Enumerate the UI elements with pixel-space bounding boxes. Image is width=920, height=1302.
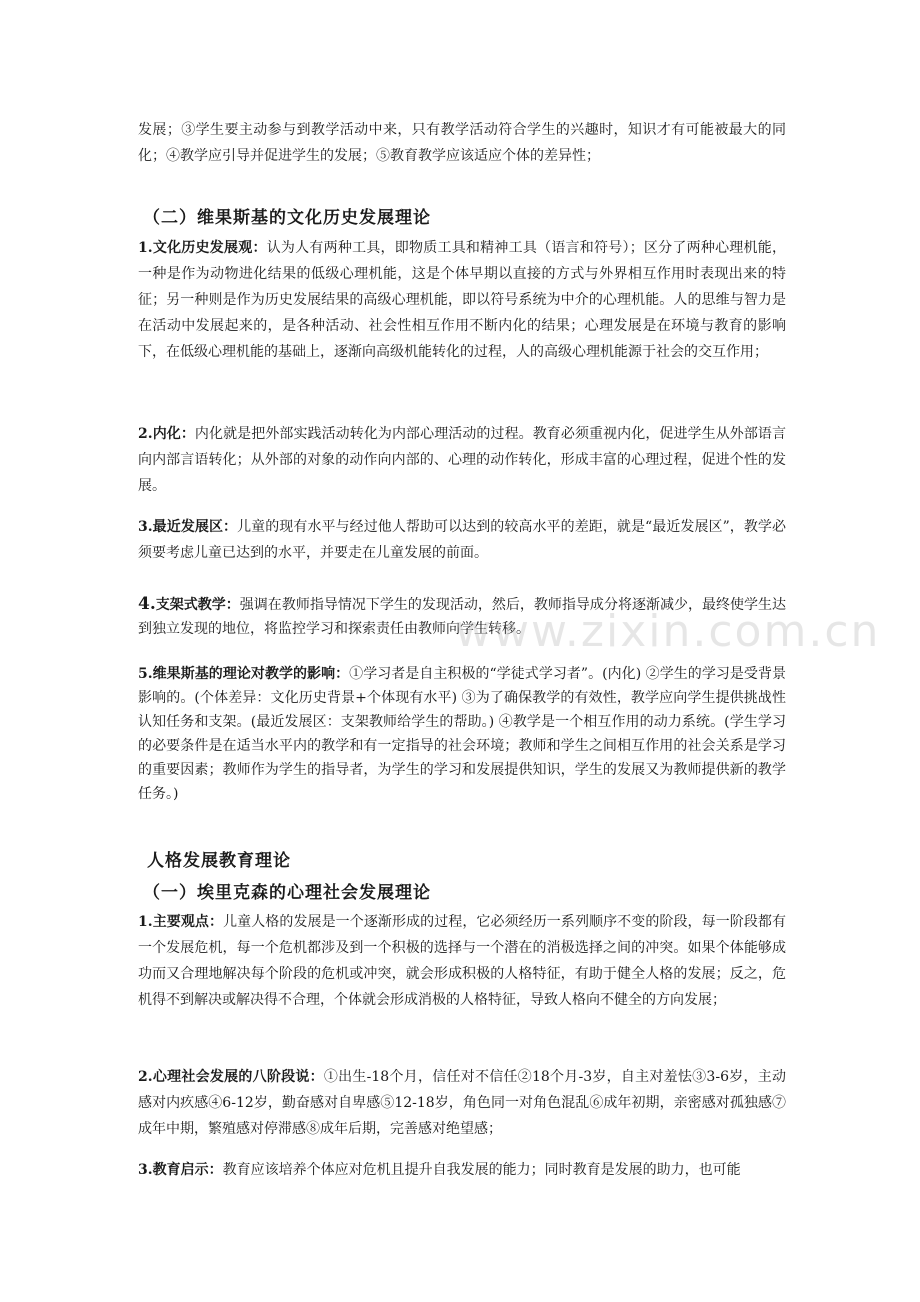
section-heading-vygotsky: （二）维果斯基的文化历史发展理论	[143, 208, 431, 228]
vygotsky-p1-label: 1.文化历史发展观：	[138, 240, 267, 256]
vygotsky-p4-label: 支架式教学：	[155, 597, 240, 613]
vygotsky-paragraph-4	[138, 592, 786, 641]
vygotsky-p2-label: 2.内化：	[138, 426, 195, 442]
erikson-p2-label: 2.心理社会发展的八阶段说：	[138, 1069, 324, 1085]
erikson-p1-text: 儿童人格的发展是一个逐渐形成的过程，它必须经历一系列顺序不变的阶段，每一阶段都有一个发展危机，每一个危机都涉及到一个积极的选择与一个潜在的消极选择之间的冲突。如果个体能够成功而又合理地解决每个阶段的危机或冲突，就会形成积极的人格特征，有助于健全人格的发展；反之，危机得不到解决或解决得不合理，个体就会形成消极的人格特征，导致人格向不健全的方向发展；	[138, 914, 787, 1008]
erikson-paragraph-3	[138, 1157, 786, 1183]
intro-paragraph	[138, 117, 786, 169]
vygotsky-p3-text: 儿童的现有水平与经过他人帮助可以达到的较高水平的差距，就是“最近发展区”，教学必须要考虑儿童已达到的水平，并要走在儿童发展的前面。	[138, 519, 787, 561]
vygotsky-p4-number: 4.	[138, 594, 156, 614]
vygotsky-paragraph-5	[138, 662, 786, 806]
vygotsky-p3-label: 3.最近发展区：	[138, 519, 238, 535]
section-heading-personality: 人格发展教育理论	[147, 851, 291, 871]
vygotsky-p5-text: ①学习者是自主积极的“学徒式学习者”。(内化) ②学生的学习是受背景影响的。(个体差异：文化历史背景+个体现有水平) ③为了确保教学的有效性，教学应向学生提供挑战性认知任务和支架。(最近发展区：支架教师给学生的帮助。) ④教学是一个相互作用的动力系统。(学生学习的必要条件是在适当水平内的教学和有一定指导的社会环境；教师和学生之间相互作用的社会关系是学习的重要因素；教师作为学生的指导者，为学生的学习和发展提供知识，学生的发展又为教师提供新的教学任务。)	[138, 666, 786, 802]
vygotsky-paragraph-3	[138, 514, 786, 566]
intro-text: 发展；③学生要主动参与到教学活动中来，只有教学活动符合学生的兴趣时，知识才有可能被最大的同化；④教学应引导并促进学生的发展；⑤教育教学应该适应个体的差异性；	[138, 122, 786, 164]
erikson-p3-text: 教育应该培养个体应对危机且提升自我发展的能力；同时教育是发展的助力，也可能	[222, 1162, 741, 1178]
erikson-paragraph-2	[138, 1064, 786, 1142]
erikson-p3-label: 3.教育启示：	[138, 1162, 223, 1178]
watermark: www.zixin.com.cn	[455, 606, 881, 657]
vygotsky-p4-text: 强调在教师指导情况下学生的发现活动，然后，教师指导成分将逐渐减少，最终使学生达到独立发现的地位，将监控学习和探索责任由教师向学生转移。	[138, 597, 787, 637]
vygotsky-paragraph-2	[138, 421, 786, 499]
vygotsky-p1-text: 认为人有两种工具，即物质工具和精神工具（语言和符号）；区分了两种心理机能，一种是作为动物进化结果的低级心理机能，这是个体早期以直接的方式与外界相互作用时表现出来的特征；另一种则是作为历史发展结果的高级心理机能，即以符号系统为中介的心理机能。人的思维与智力是在活动中发展起来的，是各种活动、社会性相互作用不断内化的结果；心理发展是在环境与教育的影响下，在低级心理机能的基础上，逐渐向高级机能转化的过程，人的高级心理机能源于社会的交互作用；	[138, 240, 787, 360]
erikson-p2-text: ①出生-18个月，信任对不信任②18个月-3岁，自主对羞怯③3-6岁，主动感对内疚感④6-12岁，勤奋感对自卑感⑤12-18岁，角色同一对角色混乱⑥成年初期，亲密感对孤独感⑦成年中期，繁殖感对停滞感⑧成年后期，完善感对绝望感；	[138, 1069, 786, 1137]
vygotsky-p5-label: 5.维果斯基的理论对教学的影响：	[138, 666, 350, 682]
erikson-paragraph-1	[138, 909, 786, 1013]
vygotsky-p2-text: 内化就是把外部实践活动转化为内部心理活动的过程。教育必须重视内化，促进学生从外部语言向内部言语转化；从外部的对象的动作向内部的、心理的动作转化，形成丰富的心理过程，促进个性的发展。	[138, 426, 786, 494]
erikson-p1-label: 1.主要观点：	[138, 914, 224, 930]
subsection-heading-erikson: （一）埃里克森的心理社会发展理论	[143, 883, 431, 903]
vygotsky-paragraph-1	[138, 235, 786, 365]
